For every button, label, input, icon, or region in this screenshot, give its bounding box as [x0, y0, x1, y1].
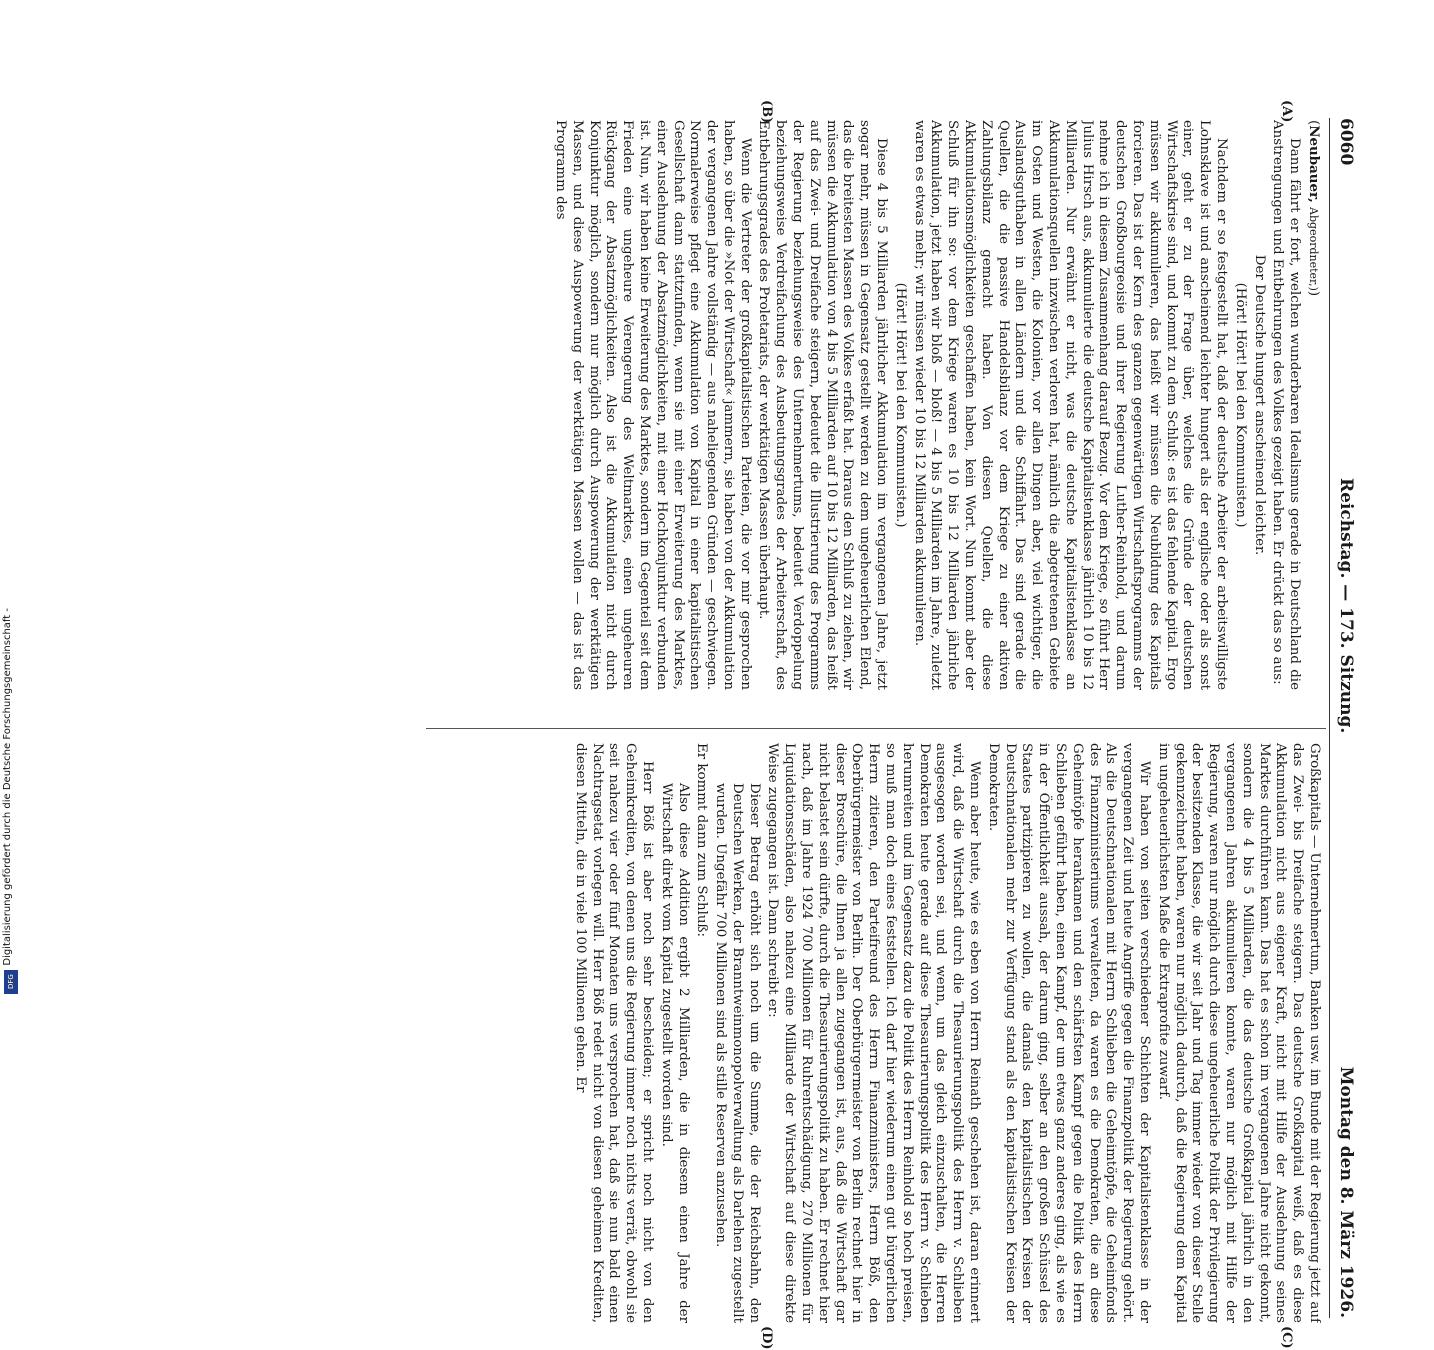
paragraph: Nachdem er so festgestellt hat, daß der deutsche Arbeiter der arbeitswilligste Lohnsklave ist und anscheinend leichter hungert als der englische oder als sonst einer, geht er zu der Frage über, welches die Gründe der deutschen Wirtschaftskrise sind, und kommt zu dem Schluß: es ist das fehlende Kapital. Ergo müssen wir akkumulieren, das heißt wir müssen die Neubildung des Kapitals forcieren. Das ist der Kern des ganzen gegenwärtigen Wirtschaftsprogramms der deutschen Großbourgeoisie und ihrer Regierung Luther-Reinhold, und darum nehme ich in diesem Zusammenhang darauf Bezug. Vor dem Kriege, so führt Herr Julius Hirsch aus, akkumulierte die deutsche Kapitalistenklasse jährlich 10 bis 12 Milliarden. Nur erwähnt er nicht, was die deutsche Kapitalistenklasse an Akkumulationsquellen inzwischen verloren hat, nämlich die abgetretenen Gebiete im Osten und Westen, die Kolonien, vor allen Dingen aber, viel wichtiger, die Auslandsguthaben in allen Ländern und die Schiffahrt. Das sind gerade die Quellen, die die passive Handelsbilanz vor dem Kriege zu einer aktiven Zahlungsbilanz gemacht haben. Von diesen Quellen, die diese Akkumulationsmöglichkeiten geschaffen haben, kein Wort. Nun kommt aber der Schluß für ihn so: vor dem Kriege waren es 10 bis 12 Milliarden jährliche Akkumulation, jetzt haben wir bloß — bloß! — 4 bis 5 Milliarden im Jahre, zuletzt waren es etwas mehr; wir müssen wieder 10 bis 12 Milliarden akkumulieren. [911, 120, 1230, 690]
margin-marker-a: (A) [1279, 100, 1294, 123]
margin-marker-b: (B) [759, 100, 774, 124]
interjection: (Hört! Hört! bei den Kommunisten.) [892, 282, 908, 528]
paragraph: Wenn aber heute, wie es eben von Herrn Reinath geschehen ist, daran erinnert wird, daß die Wirtschaft durch die Thesaurierungspolitik des Herrn v. Schlieben ausgesogen worden sei, und wenn, um das gleich einzuschalten, die Herren Demokraten heute gerade auf diese Thesaurierungspolitik des Herrn v. Schlieben herumreiten und im Gegensatz dazu die Politik des Herrn Reinhold so hoch preisen, so muß man doch eines feststellen. Ich darf hier wiederum einen gut bürgerlichen Herrn zitieren, den Parteifreund des Herrn Finanzministers, Herrn Böß, den Oberbürgermeister von Berlin. Der Oberbürgermeister von Berlin rechnet hier in dieser Broschüre, die Ihnen ja allen zugegangen ist, aus, daß die Wirtschaft gar nicht belastet sein dürfte, durch die Thesaurierungspolitik zu haben. Er rechnet hier nach, daß im Jahre 1924 700 Millionen für Ruhrentschädigung, 270 Millionen für Liquidationsschäden, also nahezu eine Milliarde der Wirtschaft auf diese direkte Weise zugegangen ist. Dann schreibt er: [765, 743, 983, 1323]
margin-marker-c: (C) [1279, 1326, 1294, 1349]
right-text-column [482, 743, 1322, 1323]
digitization-credit: Digitalisierung gefördert durch die Deutsche Forschungsgemeinschaft - [2, 608, 13, 966]
paragraph: Wir haben von seiten verschiedener Schichten der Kapitalistenklasse in der vergangenen Zeit und heute Angriffe gegen die Finanzpolitik der Regierung gehört. Als die Deutschnationalen mit Herrn Schlieben die Geheimtöpfe, die Geheimfonds des Finanzministeriums verwalteten, da waren es die Demokraten, die an diese Geheimtöpfe herankamen und den schärfsten Kampf gegen die Politik des Herrn Schlieben geführt haben, einen Kampf, der um etwas ganz anderes ging, als wie es in der Öffentlichkeit aussah, der darum ging, selber an den großen Schüssel des Staates partizipieren zu wollen, die damals den kapitalistischen Kreisen der Deutschnationalen mehr zur Verfügung stand als den kapitalistischen Kreisen der Demokraten. [985, 743, 1153, 1323]
page-number: 6060 [1336, 118, 1356, 166]
paragraph: Diese 4 bis 5 Milliarden jährlicher Akkumulation im vergangenen Jahre, jetzt sogar mehr, müssen in Gegensatz gestellt werden zu dem ungeheuerlichen Elend, das die breitesten Massen des Volkes erfaßt hat. Daraus den Schluß zu ziehen, wir müssen die Akkumulation von 4 bis 5 Milliarden auf 10 bis 12 Milliarden, das heißt auf das Zwei- und Dreifache steigern, bedeutet die Illustrierung des Programms der Regierung beziehungsweise des Unternehmertums, bedeutet Verdoppelung beziehungsweise Verdreifachung des Ausbeutungsgrades der Arbeiterschaft, des Entbehrungsgrades des Proletariats, der werktätigen Massen überhaupt. [756, 120, 890, 690]
margin-marker-d: (D) [759, 1326, 774, 1350]
quoted-block: Dieser Betrag erhöht sich noch um die Summe, die der Reichsbahn, den Deutschen Werken, der Branntweinmonopolverwaltung als Darlehen zugestellt wurden. Ungefähr 700 Millionen sind als stille Reserven anzusehen. [713, 783, 762, 1323]
header-rule [1329, 118, 1330, 1318]
interjection: (Hört! Hört! bei den Kommunisten.) [1232, 282, 1248, 528]
paragraph: Er kommt dann zum Schluß: [694, 743, 710, 937]
paragraph: Dann fährt er fort, welchen wunderbaren Idealismus gerade in Deutschland die Anstrengungen und Entbehrungen des Volkes gezeigt haben. Er drückt das so aus: [1270, 120, 1303, 690]
paragraph: Herr Böß ist aber noch sehr bescheiden; er spricht noch nicht von den Geheimkrediten, von denen uns die Regierung immer noch nichts verrät, obwohl sie seit nahezu vier oder fünf Monaten uns versprochen hat, daß sie nun bald einen Nachtragsetat vorlegen will. Herr Böß redet nicht von diesen geheimen Krediten, diesen Mitteln, die in viele 100 Millionen gehen. Er [572, 743, 655, 1323]
speaker-name: Neubauer, [1306, 125, 1322, 203]
digitization-credit-strip [0, 0, 22, 1000]
session-date: Montag den 8. März 1926. [1336, 1066, 1356, 1318]
session-title: Reichstag. — 173. Sitzung. [1336, 478, 1356, 734]
quote-line: Der Deutsche hungert anscheinend leichter. [1251, 254, 1267, 556]
speaker-note: Abgeordneter,) [1307, 207, 1320, 291]
dfg-logo: DFG [4, 970, 18, 994]
column-divider [426, 728, 1326, 729]
paragraph: Großkapitals — Unternehmertum, Banken usw. im Bunde mit der Regierung jetzt auf das Zwei- bis Dreifache steigern. Das deutsche Großkapital weiß, daß es diese Akkumulation nicht aus eigener Kraft, nicht mit Hilfe der Ausdehnung seines Marktes durchführen kann. Das hat es schon im vergangenen Jahre nicht gekonnt, sondern die 4 bis 5 Milliarden, die das deutsche Großkapital jährlich in den vergangenen Jahren akkumulieren konnte, waren nur möglich mit Hilfe der Regierung, waren nur möglich durch diese ungeheuerliche Politik der Privilegierung der besitzenden Klasse, die wir seit Jahr und Tag immer wieder von dieser Stelle gekennzeichnet haben, waren nur möglich dadurch, daß die Regierung dem Kapital im ungeheuerlichsten Maße die Extraprofite zuwarf. [1155, 743, 1322, 1323]
quoted-block: Also diese Addition ergibt 2 Milliarden, die in diesem einen Jahre der Wirtschaft direkt vom Kapital zugestellt worden sind. [658, 783, 691, 1323]
paragraph: Wenn die Vertreter der großkapitalistischen Parteien, die vor mir gesprochen haben, so über die »Not der Wirtschaft« jammern, sie haben von der Akkumulation der vergangenen Jahre vollständig — aus naheliegenden Gründen — geschwiegen. Normalerweise pflegt eine Akkumulation von Kapital in einer kapitalistischen Gesellschaft dann stattzufinden, wenn sie mit einer Erweiterung des Marktes, einer Ausdehnung der Absatzmöglichkeiten, mit einer Hochkonjunktur verbunden ist. Nun, wir haben keine Erweiterung des Marktes, sondern im Gegenteil seit dem Frieden eine ungeheure Verengerung des Weltmarktes, einen ungeheuren Rückgang der Absatzmöglichkeiten. Also ist die Akkumulation nicht durch Konjunktur möglich, sondern nur möglich durch Auspowerung der werktätigen Massen, und diese Auspowerung der werktätigen Massen wollen — das ist das Programm des [552, 120, 753, 690]
page-header [1336, 118, 1356, 1318]
speaker-line: (Neubauer, Abgeordneter,)) [1306, 120, 1322, 297]
left-text-column [482, 120, 1322, 690]
